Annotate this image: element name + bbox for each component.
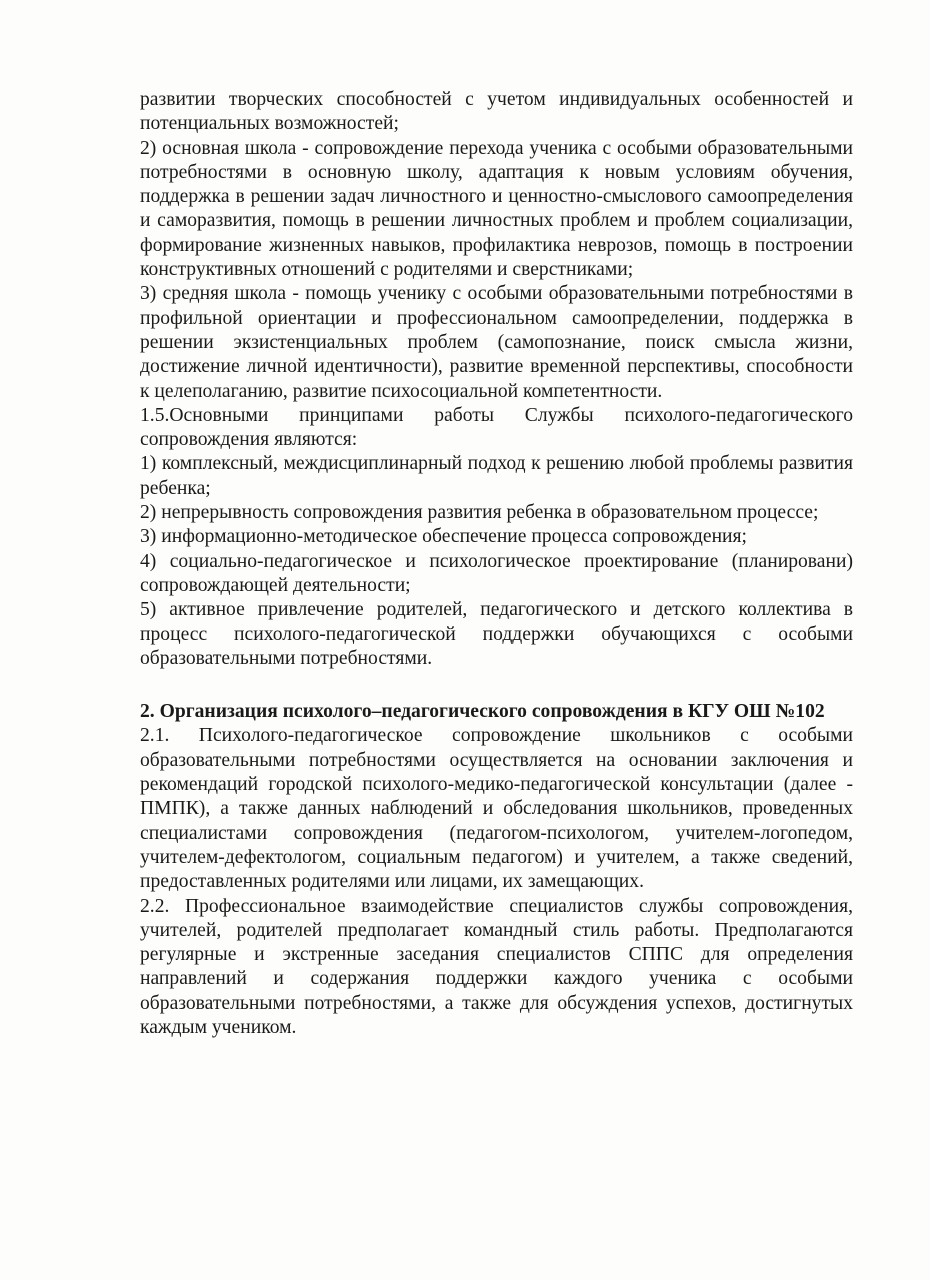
paragraph-intro-continuation: развитии творческих способностей с учетом индивидуальных особенностей и потенциальных возможностей; [140,89,853,135]
list-item-principle-3: 3) информационно-методическое обеспечение процесса сопровождения; [140,526,747,548]
document-body [140,88,853,1040]
section-heading: 2. Организация психолого–педагогического сопровождения в КГУ ОШ №102 [140,701,825,723]
list-item-principle-2: 2) непрерывность сопровождения развития ребенка в образовательном процессе; [140,502,819,524]
paragraph-2-2: 2.2. Профессиональное взаимодействие специалистов службы сопровождения, учителей, родителей предполагает командный стиль работы. Предполагаются регулярные и экстренные заседания специалистов СППС для определения направлений и содержания поддержки каждого ученика с особыми образовательными потребностями, а также для обсуждения успехов, достигнутых каждым учеником. [140,895,853,1038]
list-item-principle-5: 5) активное привлечение родителей, педагогического и детского коллектива в процесс психолого-педагогической поддержки обучающихся с особыми образовательными потребностями. [140,599,853,669]
list-item-principle-4: 4) социально-педагогическое и психологическое проектирование (планировани) сопровождающей деятельности; [140,550,853,596]
paragraph-principles-intro: 1.5.Основными принципами работы Службы психолого-педагогического сопровождения являются: [140,404,853,451]
paragraph-basic-school: 2) основная школа - сопровождение перехода ученика с особыми образовательными потребностями в основную школу, адаптация к новым условиям обучения, поддержка в решении задач личностного и ценностно-смыслового самоопределения и саморазвития, помощь в решении личностных проблем и проблем социализации, формирование жизненных навыков, профилактика неврозов, помощь в построении конструктивных отношений с родителями и сверстниками; [140,137,853,281]
list-item-principle-1: 1) комплексный, междисциплинарный подход к решению любой проблемы развития ребенка; [140,453,853,499]
paragraph-high-school: 3) средняя школа - помощь ученику с особыми образовательными потребностями в профильной ориентации и профессиональном самоопределении, поддержка в решении экзистенциальных проблем (самопознание, поиск смысла жизни, достижение личной идентичности), развитие временной перспективы, способности к целеполаганию, развитие психосоциальной компетентности. [140,283,853,402]
paragraph-2-1: 2.1. Психолого-педагогическое сопровождение школьников с особыми образовательными потребностями осуществляется на основании заключения и рекомендаций городской психолого-медико-педагогической консультации (далее - ПМПК), а также данных наблюдений и обследования школьников, проведенных специалистами сопровождения (педагогом-психологом, учителем-логопедом, учителем-дефектологом, социальным педагогом) и учителем, а также сведений, предоставленных родителями или лицами, их замещающих. [140,725,853,893]
